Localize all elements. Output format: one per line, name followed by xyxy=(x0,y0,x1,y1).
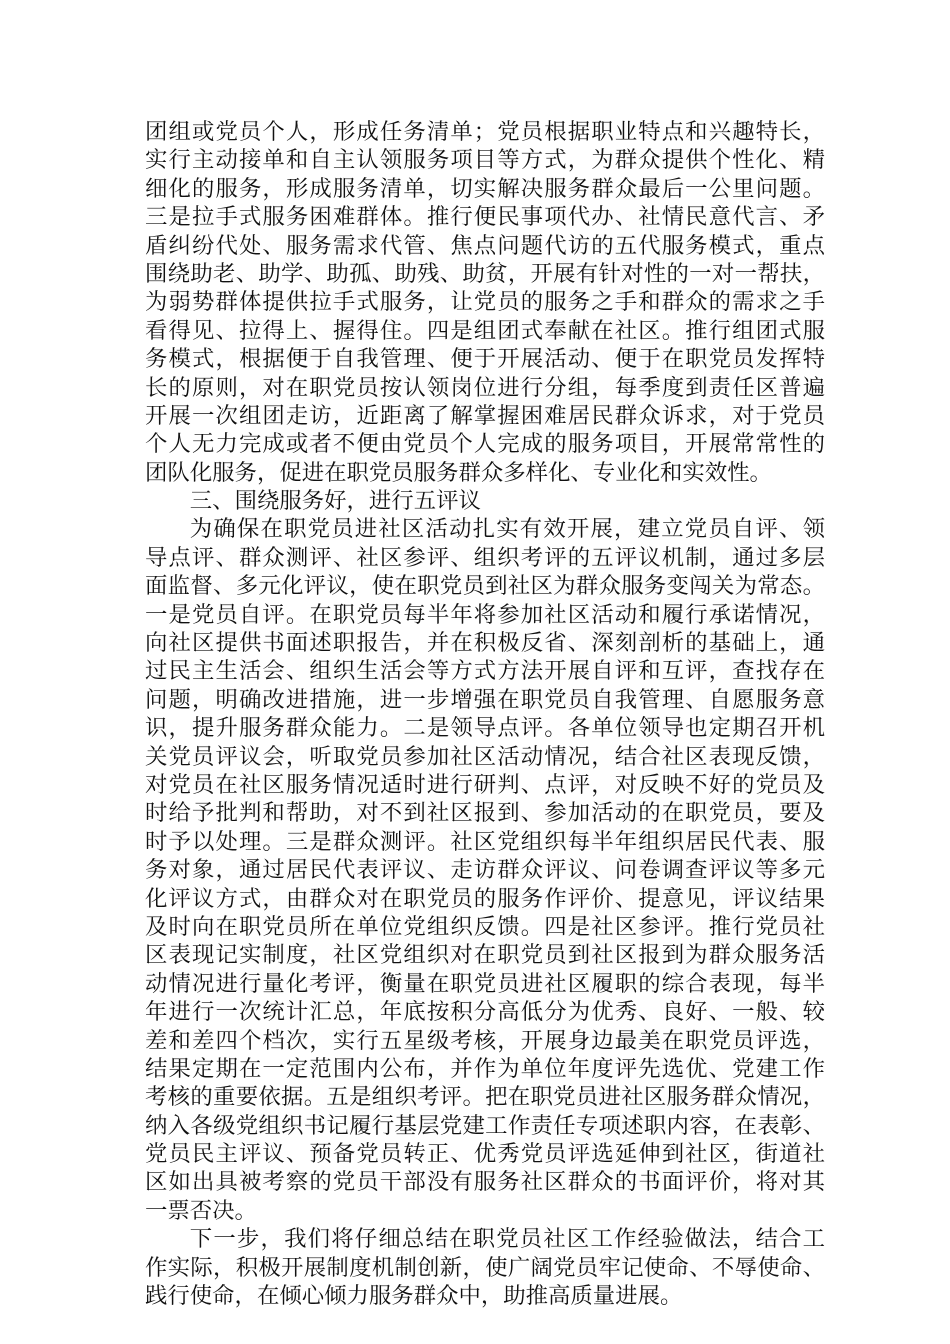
text-line: 团组或党员个人，形成任务清单；党员根据职业特点和兴趣特长， xyxy=(145,119,825,145)
text-line: 一是党员自评。在职党员每半年将参加社区活动和履行承诺情况， xyxy=(145,601,825,628)
text-line: 关党员评议会，听取党员参加社区活动情况，结合社区表现反馈， xyxy=(145,743,825,770)
text-line: 时给予批判和帮助，对不到社区报到、参加活动的在职党员，要及 xyxy=(145,800,825,827)
text-line: 为确保在职党员进社区活动扎实有效开展，建立党员自评、领 xyxy=(189,516,825,543)
text-line: 看得见、拉得上、握得住。四是组团式奉献在社区。推行组团式服 xyxy=(145,317,825,344)
text-line: 动情况进行量化考评，衡量在职党员进社区履职的综合表现，每半 xyxy=(145,970,825,997)
text-line: 务对象，通过居民代表评议、走访群众评议、问卷调查评议等多元 xyxy=(145,857,825,884)
text-line: 向社区提供书面述职报告，并在积极反省、深刻剖析的基础上，通 xyxy=(145,630,825,657)
text-line: 区如出具被考察的党员干部没有服务社区群众的书面评价，将对其 xyxy=(145,1169,825,1196)
text-line: 三是拉手式服务困难群体。推行便民事项代办、社情民意代言、矛 xyxy=(145,204,825,231)
text-line: 化评议方式，由群众对在职党员的服务作评价、提意见，评议结果 xyxy=(145,885,825,912)
text-line: 年进行一次统计汇总，年底按积分高低分为优秀、良好、一般、较 xyxy=(145,999,825,1026)
text-line: 时予以处理。三是群众测评。社区党组织每半年组织居民代表、服 xyxy=(145,828,825,855)
text-line: 践行使命，在倾心倾力服务群众中，助推高质量进展。 xyxy=(145,1283,683,1310)
text-line: 问题，明确改进措施，进一步增强在职党员自我管理、自愿服务意 xyxy=(145,686,825,713)
text-line: 党员民主评议、预备党员转正、优秀党员评选延伸到社区，街道社 xyxy=(145,1141,825,1168)
text-line: 面监督、多元化评议，使在职党员到社区为群众服务变闯关为常态。 xyxy=(145,573,825,600)
text-line: 三、围绕服务好，进行五评议 xyxy=(189,488,481,515)
text-line: 一票否决。 xyxy=(145,1197,257,1224)
text-line: 纳入各级党组织书记履行基层党建工作责任专项述职内容，在表彰、 xyxy=(145,1112,825,1139)
text-line: 开展一次组团走访，近距离了解掌握困难居民群众诉求，对于党员 xyxy=(145,402,825,429)
text-line: 长的原则，对在职党员按认领岗位进行分组，每季度到责任区普遍 xyxy=(145,374,825,401)
text-line: 实行主动接单和自主认领服务项目等方式，为群众提供个性化、精 xyxy=(145,147,825,174)
text-line: 为弱势群体提供拉手式服务，让党员的服务之手和群众的需求之手 xyxy=(145,289,825,316)
text-line: 及时向在职党员所在单位党组织反馈。四是社区参评。推行党员社 xyxy=(145,913,825,940)
document-body xyxy=(145,118,825,1310)
text-line: 对党员在社区服务情况适时进行研判、点评，对反映不好的党员及 xyxy=(145,771,825,798)
text-line: 差和差四个档次，实行五星级考核，开展身边最美在职党员评选， xyxy=(145,1027,825,1054)
text-line: 区表现记实制度，社区党组织对在职党员到社区报到为群众服务活 xyxy=(145,942,825,969)
text-line: 细化的服务，形成服务清单，切实解决服务群众最后一公里问题。 xyxy=(145,175,825,202)
text-line: 围绕助老、助学、助孤、助残、助贫，开展有针对性的一对一帮扶， xyxy=(145,260,825,287)
text-line: 过民主生活会、组织生活会等方式方法开展自评和互评，查找存在 xyxy=(145,658,825,685)
text-line: 导点评、群众测评、社区参评、组织考评的五评议机制，通过多层 xyxy=(145,544,825,571)
text-line: 盾纠纷代处、服务需求代管、焦点问题代访的五代服务模式，重点 xyxy=(145,232,825,259)
text-line: 识，提升服务群众能力。二是领导点评。各单位领导也定期召开机 xyxy=(145,715,825,742)
text-line: 务模式，根据便于自我管理、便于开展活动、便于在职党员发挥特 xyxy=(145,346,825,373)
text-line: 个人无力完成或者不便由党员个人完成的服务项目，开展常常性的 xyxy=(145,431,825,458)
text-line: 团队化服务，促进在职党员服务群众多样化、专业化和实效性。 xyxy=(145,459,772,486)
text-line: 结果定期在一定范围内公布，并作为单位年度评先选优、党建工作 xyxy=(145,1055,825,1082)
text-line: 下一步，我们将仔细总结在职党员社区工作经验做法，结合工 xyxy=(189,1226,825,1253)
text-line: 考核的重要依据。五是组织考评。把在职党员进社区服务群众情况， xyxy=(145,1084,825,1111)
text-line: 作实际，积极开展制度机制创新，使广阔党员牢记使命、不辱使命、 xyxy=(145,1254,825,1281)
